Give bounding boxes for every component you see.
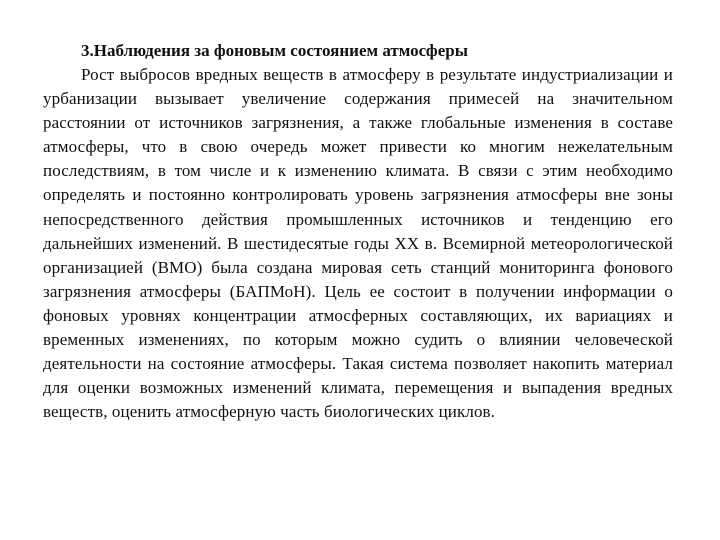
- text-block: [43, 39, 673, 424]
- section-paragraph: Рост выбросов вредных веществ в атмосферу в результате индустриализации и урбанизации вызывает увеличение содержания примесей на значительном расстоянии от источников загрязнения, а также глобальные изменения в составе атмосферы, что в свою очередь может привести ко многим нежелательным последствиям, в том числе и к изменению климата. В связи с этим необходимо определять и постоянно контролировать уровень загрязнения атмосферы вне зоны непосредственного действия промышленных источников и тенденцию его дальнейших изменений. В шестидесятые годы XX в. Всемирной метеорологической организацией (ВМО) была создана мировая сеть станций мониторинга фонового загрязнения атмосферы (БАПМоН). Цель ее состоит в получении информации о фоновых уровнях концентрации атмосферных составляющих, их вариациях и временных изменениях, по которым можно судить о влиянии человеческой деятельности на состояние атмосферы. Такая система позволяет накопить материал для оценки возможных изменений климата, перемещения и выпадения вредных веществ, оценить атмосферную часть биологических циклов.: [43, 65, 673, 422]
- section-title: 3.Наблюдения за фоновым состоянием атмосферы: [81, 41, 468, 60]
